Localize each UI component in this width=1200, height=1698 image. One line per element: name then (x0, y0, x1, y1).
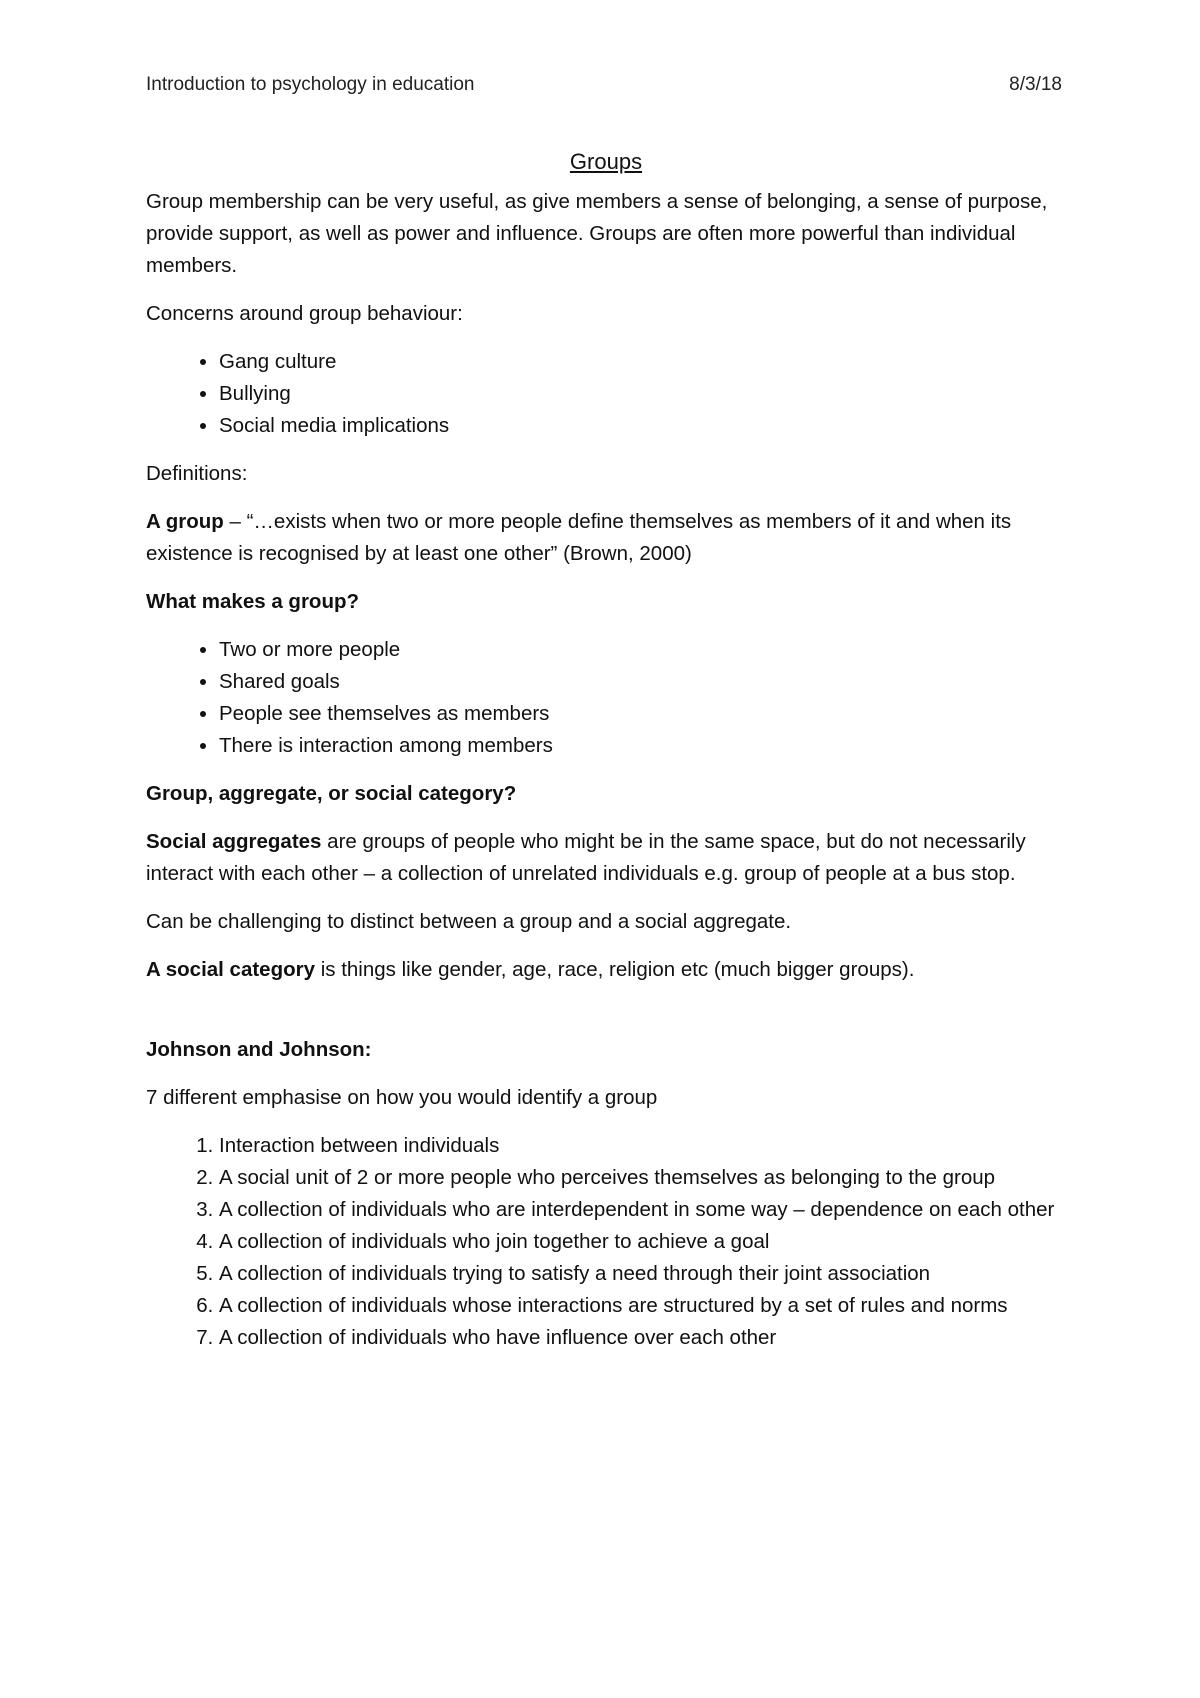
list-item: • There is interaction among members (219, 730, 1066, 762)
definition-text: – “…exists when two or more people define themselves as members of it and when its existence is recognised by at least one other” (Brown, 2000) (146, 510, 1012, 565)
what-makes-list (146, 634, 1066, 762)
list-item: • Social media implications (219, 410, 1066, 442)
definition-text: are groups of people who might be in the same space, but do not necessarily interact with each other – a collection of unrelated individuals e.g. group of people at a bus stop. (146, 830, 1026, 885)
johnson-list (146, 1130, 1066, 1354)
date: 8/3/18 (1009, 74, 1062, 95)
spacer (146, 1002, 1066, 1034)
johnson-intro: 7 different emphasise on how you would identify a group (146, 1086, 658, 1109)
challenge-paragraph: Can be challenging to distinct between a group and a social aggregate. (146, 910, 792, 933)
list-item: • People see themselves as members (219, 698, 1066, 730)
concerns-list (146, 346, 1066, 442)
heading-text: What makes a group? (146, 590, 360, 613)
page-title: Groups (569, 149, 643, 174)
johnson-heading (146, 1034, 1066, 1066)
list-item: • Shared goals (219, 666, 1066, 698)
list-item: 1. Interaction between individuals (219, 1130, 1066, 1162)
list-item: • Bullying (219, 378, 1066, 410)
definition-text: is things like gender, age, race, religion etc (much bigger groups). (315, 958, 915, 981)
social-category-paragraph (146, 954, 1066, 986)
definitions-label: Definitions: (146, 462, 248, 485)
concerns-heading: Concerns around group behaviour: (146, 302, 463, 325)
social-aggregates-paragraph (146, 826, 1066, 890)
list-item: 4. A collection of individuals who join together to achieve a goal (219, 1226, 1066, 1258)
document-body (146, 146, 1066, 1370)
group-definition (146, 506, 1066, 570)
page-header (146, 74, 1062, 96)
definition-term: A social category (146, 958, 316, 981)
list-item: 2. A social unit of 2 or more people who perceives themselves as belonging to the group (219, 1162, 1066, 1194)
definition-term: A group (146, 510, 224, 533)
list-item: 7. A collection of individuals who have influence over each other (219, 1322, 1066, 1354)
list-item: • Gang culture (219, 346, 1066, 378)
course-title: Introduction to psychology in education (146, 74, 475, 95)
heading-text: Johnson and Johnson: (146, 1038, 372, 1061)
aggregate-heading (146, 778, 1066, 810)
list-item: • Two or more people (219, 634, 1066, 666)
list-item: 3. A collection of individuals who are interdependent in some way – dependence on each other (219, 1194, 1066, 1226)
intro-paragraph: Group membership can be very useful, as give members a sense of belonging, a sense of purpose, provide support, as well as power and influence. Groups are often more powerful than individual members. (146, 190, 1048, 277)
what-makes-heading (146, 586, 1066, 618)
list-item: 6. A collection of individuals whose interactions are structured by a set of rules and norms (219, 1290, 1066, 1322)
definition-term: Social aggregates (146, 830, 322, 853)
heading-text: Group, aggregate, or social category? (146, 782, 517, 805)
list-item: 5. A collection of individuals trying to satisfy a need through their joint association (219, 1258, 1066, 1290)
